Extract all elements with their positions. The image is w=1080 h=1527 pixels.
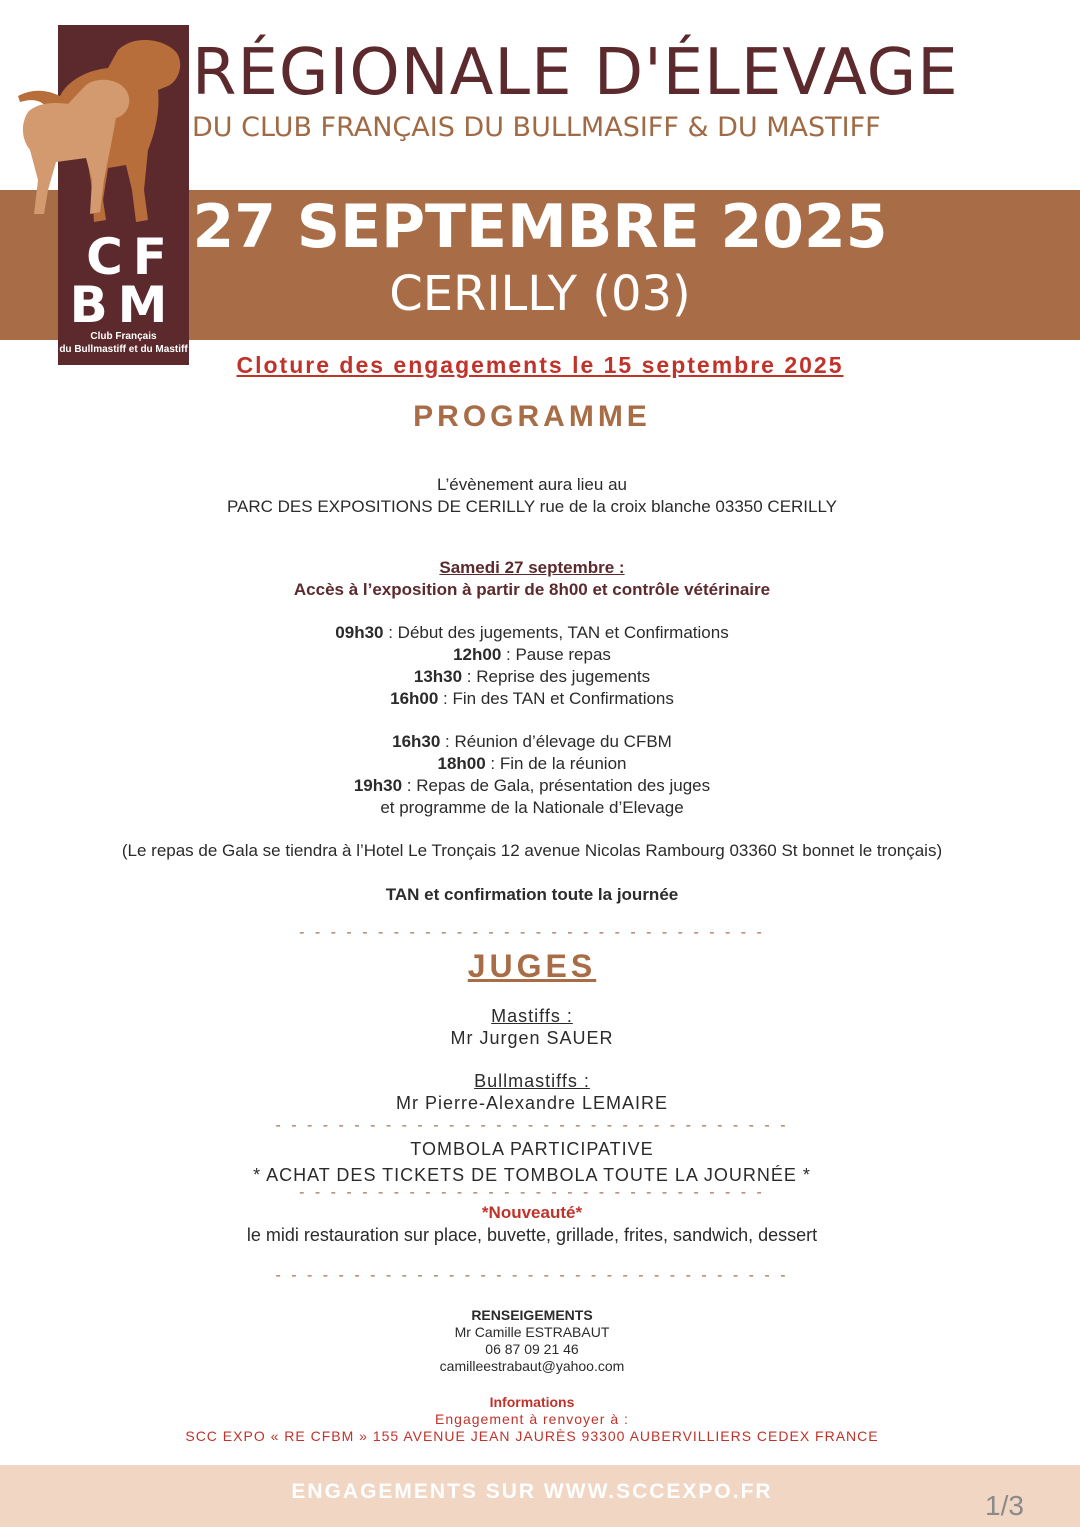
schedule-time: 16h30 — [392, 732, 441, 751]
bullmastiffs-block — [0, 1070, 1064, 1114]
schedule-morning — [0, 622, 1064, 710]
dogs-logo-icon — [8, 30, 198, 240]
logo-cf-text: CF — [86, 228, 177, 286]
informations-title: Informations — [489, 1394, 575, 1410]
event-date: 27 SEPTEMBRE 2025 — [192, 192, 888, 262]
schedule-text: : Fin des TAN et Confirmations — [438, 689, 674, 708]
schedule-text: : Début des jugements, TAN et Confirmations — [383, 623, 729, 642]
bullmastiffs-label: Bullmastiffs : — [474, 1071, 590, 1091]
day-block — [0, 557, 1064, 601]
separator: - - - - - - - - - - - - - - - - - - - - - - - - - - - - - - - - - — [275, 1267, 789, 1284]
contact-name: Mr Camille ESTRABAUT — [454, 1324, 610, 1340]
gala-note: (Le repas de Gala se tiendra à l’Hotel Le Tronçais 12 avenue Nicolas Rambourg 03360 St bonnet le tronçais) — [121, 841, 943, 860]
informations-block — [0, 1394, 1064, 1445]
tombola-title: TOMBOLA PARTICIPATIVE — [410, 1139, 654, 1159]
renseignements-block — [0, 1307, 1064, 1375]
contact-phone: 06 87 09 21 46 — [485, 1341, 579, 1357]
contact-email: camilleestrabaut@yahoo.com — [439, 1358, 625, 1374]
schedule-time: 18h00 — [437, 754, 486, 773]
nouveaute-label: *Nouveauté* — [481, 1203, 583, 1222]
mastiffs-label: Mastiffs : — [491, 1006, 573, 1026]
schedule-time: 16h00 — [390, 689, 439, 708]
bullmastiffs-judge: Mr Pierre-Alexandre LEMAIRE — [395, 1093, 669, 1113]
cloture-notice: Cloture des engagements le 15 septembre 2025 — [236, 352, 844, 378]
schedule-text: : Repas de Gala, présentation des juges — [402, 776, 711, 795]
informations-address: SCC EXPO « RE CFBM » 155 AVENUE JEAN JAURÈS 93300 AUBERVILLIERS CEDEX FRANCE — [185, 1428, 879, 1444]
tombola-text: * ACHAT DES TICKETS DE TOMBOLA TOUTE LA JOURNÉE * — [253, 1165, 811, 1185]
schedule-time: 09h30 — [335, 623, 384, 642]
schedule-text: : Fin de la réunion — [485, 754, 627, 773]
informations-line1: Engagement à renvoyer à : — [435, 1411, 629, 1427]
schedule-text: : Reprise des jugements — [462, 667, 651, 686]
page-subtitle: DU CLUB FRANÇAIS DU BULLMASIFF & DU MASTIFF — [192, 112, 881, 143]
tombola-block — [0, 1136, 1064, 1188]
separator: - - - - - - - - - - - - - - - - - - - - - - - - - - - - - - — [299, 924, 765, 941]
page-title: RÉGIONALE D'ÉLEVAGE — [192, 36, 959, 110]
separator: - - - - - - - - - - - - - - - - - - - - - - - - - - - - - - - - - — [275, 1117, 789, 1134]
schedule-time: 13h30 — [413, 667, 463, 686]
programme-heading: PROGRAMME — [413, 400, 651, 433]
footer-link-text[interactable]: ENGAGEMENTS SUR WWW.SCCEXPO.FR — [291, 1480, 773, 1503]
schedule-item — [0, 731, 1064, 753]
page-number: 1/3 — [985, 1490, 1024, 1521]
logo-club-line2: du Bullmastiff et du Mastiff — [59, 344, 188, 355]
location-intro: L’évènement aura lieu au — [437, 475, 627, 494]
schedule-continuation: et programme de la Nationale d’Elevage — [380, 798, 684, 817]
mastiffs-judge: Mr Jurgen SAUER — [450, 1028, 614, 1048]
location-block — [0, 474, 1064, 518]
schedule-item — [0, 753, 1064, 775]
tan-note: TAN et confirmation toute la journée — [385, 885, 679, 904]
schedule-text: : Réunion d’élevage du CFBM — [440, 732, 672, 751]
mastiffs-block — [0, 1005, 1064, 1049]
logo-club-line1: Club Français — [90, 331, 157, 342]
schedule-item — [0, 688, 1064, 710]
location-address: PARC DES EXPOSITIONS DE CERILLY rue de la croix blanche 03350 CERILLY — [226, 497, 838, 516]
schedule-time: 19h30 — [353, 776, 403, 795]
schedule-item — [0, 775, 1064, 797]
event-city: CERILLY (03) — [389, 266, 691, 322]
schedule-time: 12h00 — [453, 645, 502, 664]
renseignements-title: RENSEIGEMENTS — [471, 1307, 593, 1323]
schedule-evening — [0, 731, 1064, 819]
schedule-item — [0, 644, 1064, 666]
schedule-item — [0, 622, 1064, 644]
restauration-info: le midi restauration sur place, buvette, grillade, frites, sandwich, dessert — [246, 1225, 818, 1245]
logo-bm-text: BM — [69, 276, 178, 334]
schedule-item — [0, 666, 1064, 688]
juges-heading: JUGES — [467, 948, 597, 984]
logo-club-text — [58, 330, 189, 356]
schedule-text: : Pause repas — [501, 645, 611, 664]
separator: - - - - - - - - - - - - - - - - - - - - - - - - - - - - - - — [299, 1184, 765, 1201]
access-info: Accès à l’exposition à partir de 8h00 et contrôle vétérinaire — [293, 580, 771, 599]
day-label: Samedi 27 septembre : — [439, 558, 625, 577]
